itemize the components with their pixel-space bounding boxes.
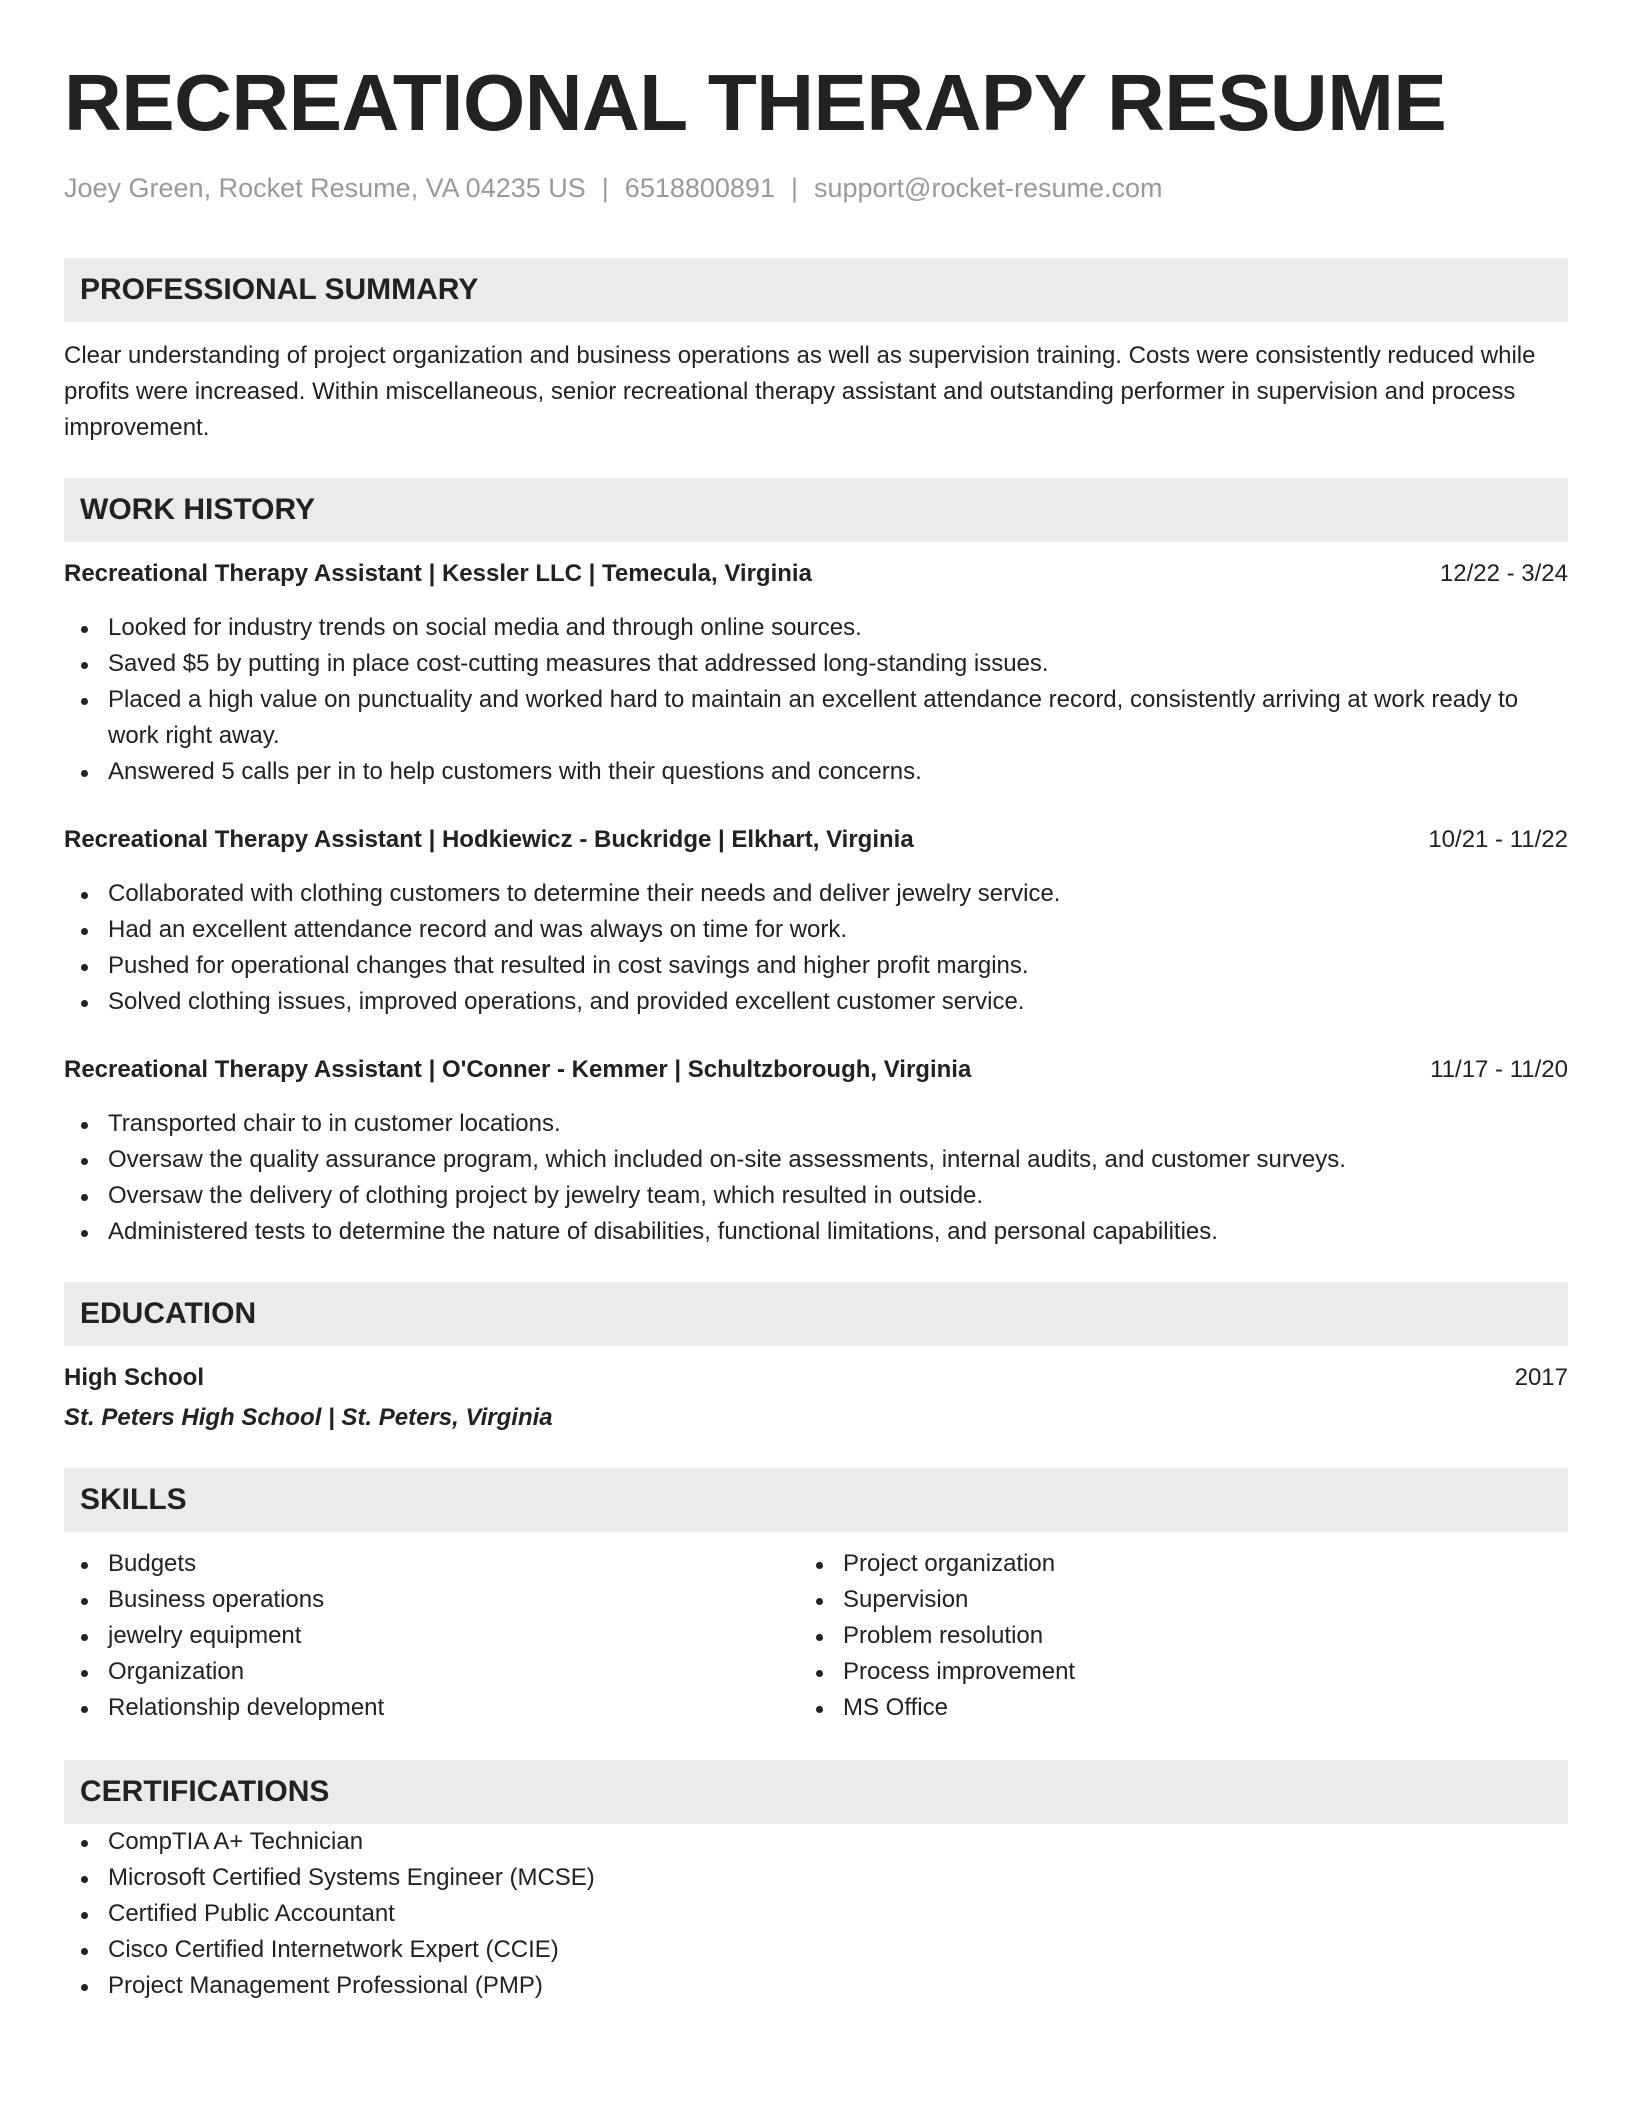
certification-item: Project Management Professional (PMP) xyxy=(64,1968,1568,2004)
section-header-work-history: WORK HISTORY xyxy=(64,478,1568,542)
job-title: Recreational Therapy Assistant | Hodkiewicz - Buckridge | Elkhart, Virginia xyxy=(64,826,914,853)
job-bullets xyxy=(64,1106,1568,1250)
skill-item: Supervision xyxy=(799,1582,1534,1618)
certification-item: CompTIA A+ Technician xyxy=(64,1824,1568,1860)
resume-title: RECREATIONAL THERAPY RESUME xyxy=(64,58,1447,147)
job-entry xyxy=(64,822,1568,1020)
skill-item: Problem resolution xyxy=(799,1618,1534,1654)
skills-column-left xyxy=(64,1546,799,1726)
contact-separator: | xyxy=(601,173,609,203)
section-header-education: EDUCATION xyxy=(64,1282,1568,1346)
job-dates: 11/17 - 11/20 xyxy=(1430,1056,1568,1083)
job-dates: 10/21 - 11/22 xyxy=(1428,826,1568,853)
job-bullets xyxy=(64,610,1568,790)
skills-grid xyxy=(64,1546,1568,1726)
job-bullet: Pushed for operational changes that resulted in cost savings and higher profit margins. xyxy=(64,948,1568,984)
education-year: 2017 xyxy=(1514,1364,1568,1391)
job-header xyxy=(64,1052,1568,1088)
job-bullet: Placed a high value on punctuality and worked hard to maintain an excellent attendance record, consistently arriving at work ready to work right away. xyxy=(64,682,1568,754)
job-title: Recreational Therapy Assistant | O'Conner - Kemmer | Schultzborough, Virginia xyxy=(64,1056,972,1083)
section-header-summary: PROFESSIONAL SUMMARY xyxy=(64,258,1568,322)
contact-address: Joey Green, Rocket Resume, VA 04235 US xyxy=(64,173,586,203)
job-bullet: Transported chair to in customer locations. xyxy=(64,1106,1568,1142)
skills-column-right xyxy=(799,1546,1534,1726)
summary-text: Clear understanding of project organization and business operations as well as supervision training. Costs were consistently reduced while profits were increased. Within miscellaneous, senior recreational therapy assistant and outstanding performer in supervision and process improvement. xyxy=(64,342,1536,441)
job-bullet: Solved clothing issues, improved operations, and provided excellent customer service. xyxy=(64,984,1568,1020)
certifications-list xyxy=(64,1824,1568,2004)
job-bullet: Saved $5 by putting in place cost-cutting measures that addressed long-standing issues. xyxy=(64,646,1568,682)
job-bullet: Had an excellent attendance record and was always on time for work. xyxy=(64,912,1568,948)
skill-item: Project organization xyxy=(799,1546,1534,1582)
job-bullet: Looked for industry trends on social media and through online sources. xyxy=(64,610,1568,646)
skill-item: Business operations xyxy=(64,1582,799,1618)
education-school: St. Peters High School | St. Peters, Virginia xyxy=(64,1404,553,1431)
certification-item: Cisco Certified Internetwork Expert (CCIE) xyxy=(64,1932,1568,1968)
skill-item: Relationship development xyxy=(64,1690,799,1726)
skill-item: jewelry equipment xyxy=(64,1618,799,1654)
job-entry xyxy=(64,556,1568,790)
skill-item: Organization xyxy=(64,1654,799,1690)
contact-phone: 6518800891 xyxy=(624,173,775,203)
certification-item: Microsoft Certified Systems Engineer (MCSE) xyxy=(64,1860,1568,1896)
contact-line xyxy=(64,170,1568,206)
contact-email: support@rocket-resume.com xyxy=(813,173,1163,203)
job-entry xyxy=(64,1052,1568,1250)
job-bullet: Answered 5 calls per in to help customers with their questions and concerns. xyxy=(64,754,1568,790)
job-bullet: Administered tests to determine the nature of disabilities, functional limitations, and personal capabilities. xyxy=(64,1214,1568,1250)
job-header xyxy=(64,556,1568,592)
education-header xyxy=(64,1360,1568,1396)
skill-item: MS Office xyxy=(799,1690,1534,1726)
section-header-skills: SKILLS xyxy=(64,1468,1568,1532)
job-bullet: Collaborated with clothing customers to determine their needs and deliver jewelry service. xyxy=(64,876,1568,912)
job-title: Recreational Therapy Assistant | Kessler LLC | Temecula, Virginia xyxy=(64,560,812,587)
job-bullet: Oversaw the delivery of clothing project by jewelry team, which resulted in outside. xyxy=(64,1178,1568,1214)
section-header-certifications: CERTIFICATIONS xyxy=(64,1760,1568,1824)
certification-item: Certified Public Accountant xyxy=(64,1896,1568,1932)
contact-separator: | xyxy=(790,173,798,203)
skill-item: Budgets xyxy=(64,1546,799,1582)
education-degree: High School xyxy=(64,1364,204,1391)
job-bullet: Oversaw the quality assurance program, which included on-site assessments, internal audits, and customer surveys. xyxy=(64,1142,1568,1178)
skill-item: Process improvement xyxy=(799,1654,1534,1690)
job-header xyxy=(64,822,1568,858)
job-dates: 12/22 - 3/24 xyxy=(1439,560,1568,587)
job-bullets xyxy=(64,876,1568,1020)
